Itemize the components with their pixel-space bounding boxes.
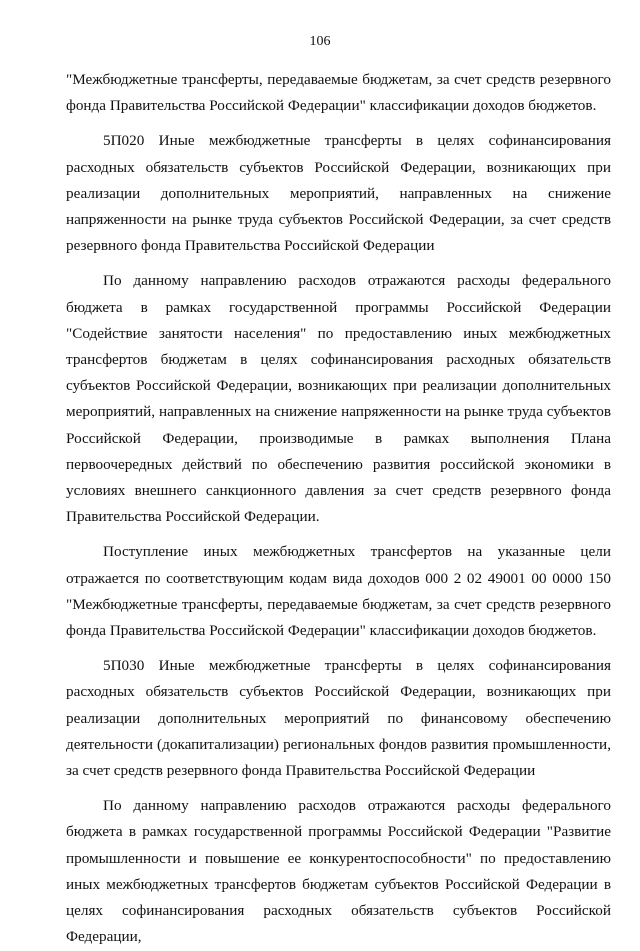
page-number: 106 [309,34,331,49]
section-heading-5p020: 5П020 Иные межбюджетные трансферты в целях софинансирования расходных обязательств субъектов Российской Федерации, возникающих при реализации дополнительных мероприятий, направленных на снижение напряженности на рынке труда субъектов Российской Федерации, за счет средств резервного фонда Правительства Российской Федерации [66,132,611,255]
paragraph-5p020-revenue-codes: Поступление иных межбюджетных трансфертов на указанные цели отражается по соответствующим кодам вида доходов 000 2 02 49001 00 0000 150 "Межбюджетные трансферты, передаваемые бюджетам, за счет средств резервного фонда Правительства Российской Федерации" классификации доходов бюджетов. [66,543,611,640]
paragraph-5p020-description: По данному направлению расходов отражаются расходы федерального бюджета в рамках государственной программы Российской Федерации "Содействие занятости населения" по предоставлению иных межбюджетных трансфертов бюджетам в целях софинансирования расходных обязательств субъектов Российской Федерации, возникающих при реализации дополнительных мероприятий, направленных на снижение напряженности на рынке труда субъектов Российской Федерации, производимые в рамках выполнения Плана первоочередных действий по обеспечению развития российской экономики в условиях внешнего санкционного давления за счет средств резервного фонда Правительства Российской Федерации. [66,272,611,526]
section-heading-5p030: 5П030 Иные межбюджетные трансферты в целях софинансирования расходных обязательств субъектов Российской Федерации, возникающих при реализации дополнительных мероприятий по финансовому обеспечению деятельности (докапитализации) региональных фондов развития промышленности, за счет средств резервного фонда Правительства Российской Федерации [66,657,611,780]
paragraph-5p030-description: По данному направлению расходов отражаются расходы федерального бюджета в рамках государственной программы Российской Федерации "Развитие промышленности и повышение ее конкурентоспособности" по предоставлению иных межбюджетных трансфертов бюджетам субъектов Российской Федерации в целях софинансирования расходных обязательств субъектов Российской Федерации, [66,797,611,946]
document-body [66,67,611,951]
paragraph-continuation: "Межбюджетные трансферты, передаваемые бюджетам, за счет средств резервного фонда Правительства Российской Федерации" классификации доходов бюджетов. [66,71,611,115]
